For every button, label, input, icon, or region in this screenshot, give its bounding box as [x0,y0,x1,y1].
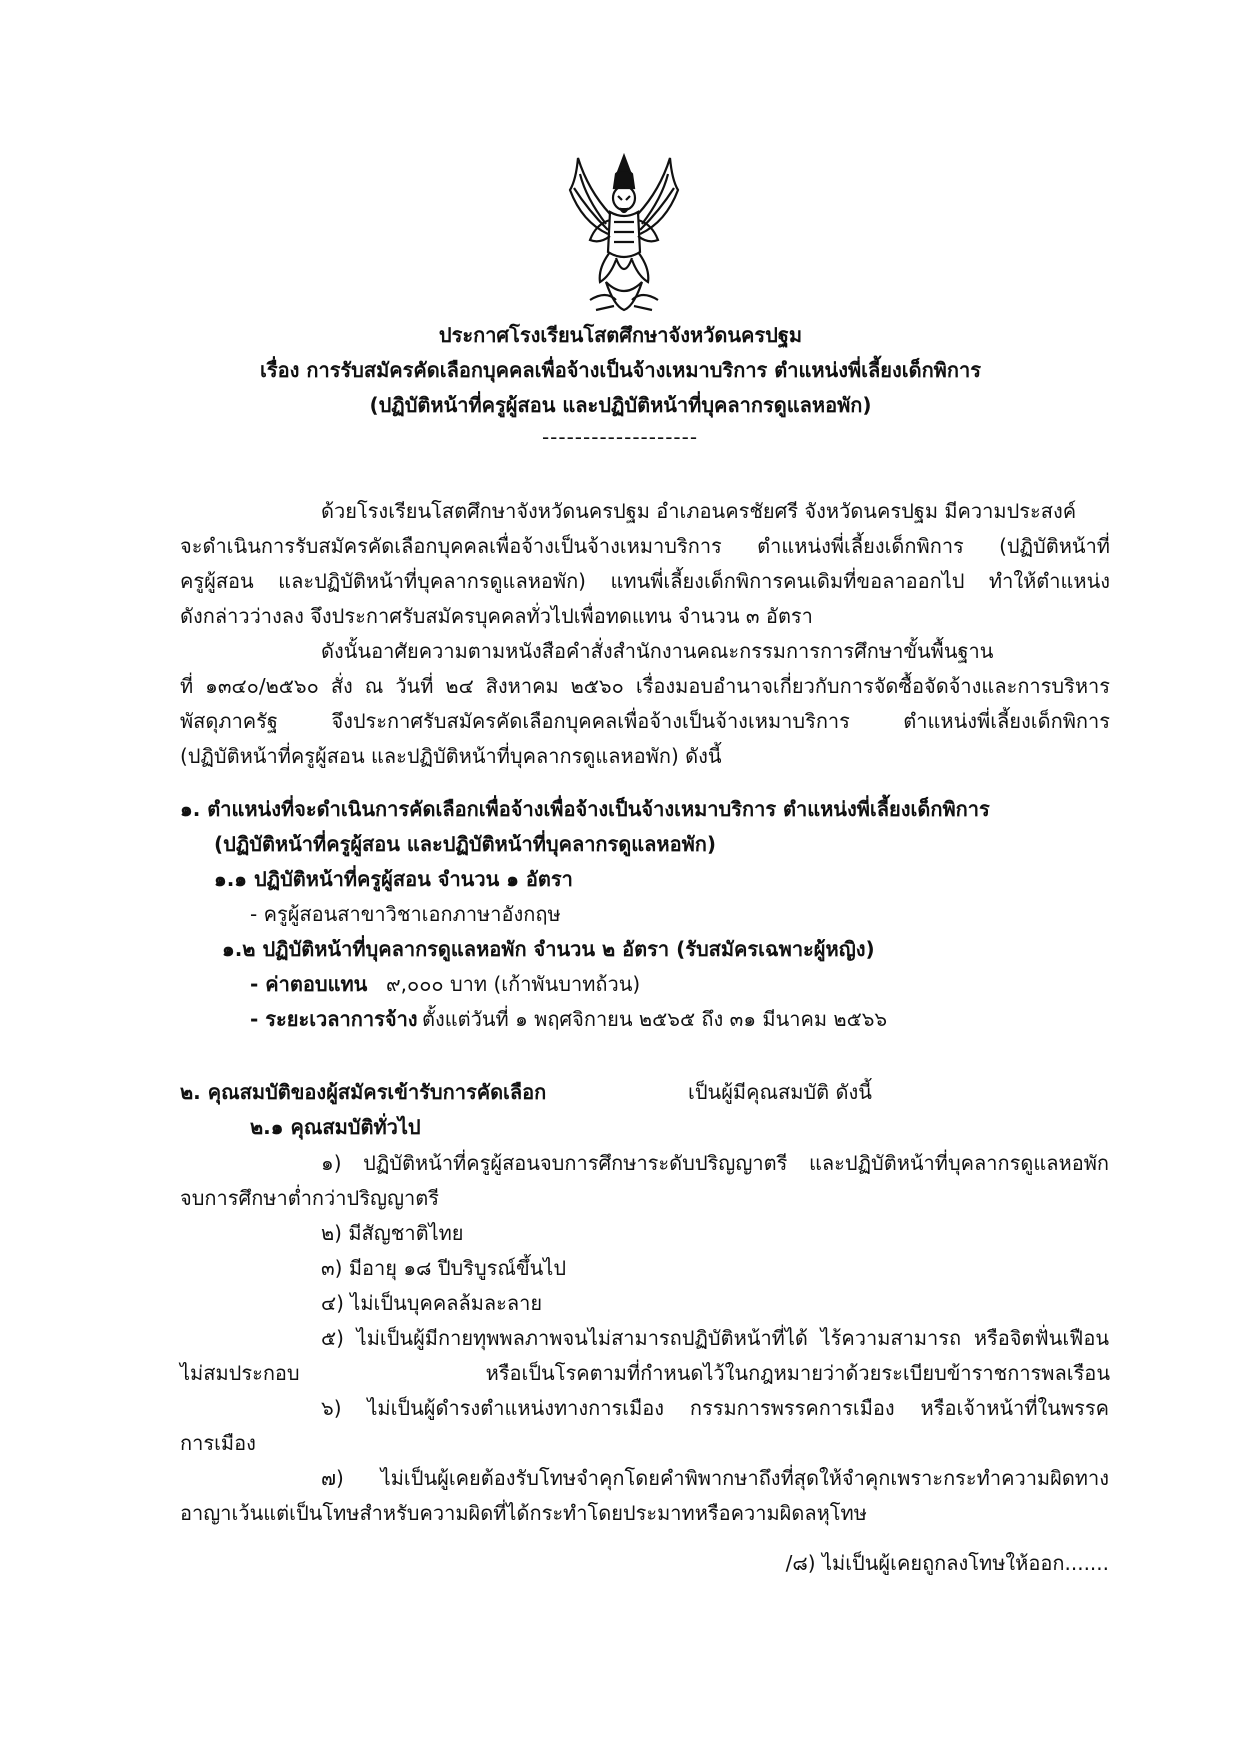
qualification-3: ๓) มีอายุ ๑๘ ปีบริบูรณ์ขึ้นไป [321,1256,567,1280]
continued-note: /๘) ไม่เป็นผู้เคยถูกลงโทษให้ออก....... [785,1551,1109,1575]
intro-p1-line4: ดังกล่าวว่างลง จึงประกาศรับสมัครบุคคลทั่วไปเพื่อทดแทน จำนวน ๓ อัตรา [180,604,813,628]
intro-p1-line2: จะดำเนินการรับสมัครคัดเลือกบุคคลเพื่อจ้างเป็นจ้างเหมาบริการ ตำแหน่งพี่เลี้ยงเด็กพิการ (ปฏิบัติหน้าที่ [180,534,1110,558]
period-label: - ระยะเวลาการจ้าง [250,1007,418,1031]
intro-p2-line3: พัสดุภาครัฐ จึงประกาศรับสมัครคัดเลือกบุคคลเพื่อจ้างเป็นจ้างเหมาบริการ ตำแหน่งพี่เลี้ยงเด็กพิการ [180,709,1110,733]
qualification-5: ๕) ไม่เป็นผู้มีกายทุพพลภาพจนไม่สามารถปฏิบัติหน้าที่ได้ ไร้ความสามารถ หรือจิตฟั่นเฟือน [321,1326,1109,1350]
section1-1-item: - ครูผู้สอนสาขาวิชาเอกภาษาอังกฤษ [250,902,561,926]
qualification-5-cont: ไม่สมประกอบ หรือเป็นโรคตามที่กำหนดไว้ในกฎหมายว่าด้วยระเบียบข้าราชการพลเรือน [180,1361,1110,1385]
qualification-7: ๗) ไม่เป็นผู้เคยต้องรับโทษจำคุกโดยคำพิพากษาถึงที่สุดให้จำคุกเพราะกระทำความผิดทาง [321,1466,1109,1490]
intro-p1-line3: ครูผู้สอน และปฏิบัติหน้าที่บุคลากรดูแลหอพัก) แทนพี่เลี้ยงเด็กพิการคนเดิมที่ขอลาออกไป ทำให้ตำแหน่ง [180,569,1110,593]
qualification-4: ๔) ไม่เป็นบุคคลล้มละลาย [321,1291,543,1315]
section1-heading-cont: (ปฏิบัติหน้าที่ครูผู้สอน และปฏิบัติหน้าที่บุคลากรดูแลหอพัก) [214,832,717,856]
section1-2-title: ๑.๒ ปฏิบัติหน้าที่บุคลากรดูแลหอพัก จำนวน ๒ อัตรา (รับสมัครเฉพาะผู้หญิง) [222,937,875,961]
qualification-6: ๖) ไม่เป็นผู้ดำรงตำแหน่งทางการเมือง กรรมการพรรคการเมือง หรือเจ้าหน้าที่ในพรรค [321,1396,1109,1420]
announcement-subject-cont: (ปฏิบัติหน้าที่ครูผู้สอน และปฏิบัติหน้าที่บุคลากรดูแลหอพัก) [369,393,872,417]
qualification-7-cont: อาญาเว้นแต่เป็นโทษสำหรับความผิดที่ได้กระทำโดยประมาทหรือความผิดลหุโทษ [180,1501,867,1525]
announcement-subject: เรื่อง การรับสมัครคัดเลือกบุคคลเพื่อจ้างเป็นจ้างเหมาบริการ ตำแหน่งพี่เลี้ยงเด็กพิการ [260,358,981,382]
section2-heading: ๒. คุณสมบัติของผู้สมัครเข้ารับการคัดเลือก [180,1080,547,1104]
intro-p2-line4: (ปฏิบัติหน้าที่ครูผู้สอน และปฏิบัติหน้าที่บุคลากรดูแลหอพัก) ดังนี้ [180,744,722,768]
pay-value: ๙,๐๐๐ บาท (เก้าพันบาทถ้วน) [386,972,641,996]
section2-1-title: ๒.๑ คุณสมบัติทั่วไป [250,1115,421,1139]
section1-1-title: ๑.๑ ปฏิบัติหน้าที่ครูผู้สอน จำนวน ๑ อัตรา [214,867,573,891]
section2-heading-rest: เป็นผู้มีคุณสมบัติ ดังนี้ [688,1080,872,1104]
qualification-1: ๑) ปฏิบัติหน้าที่ครูผู้สอนจบการศึกษาระดับปริญญาตรี และปฏิบัติหน้าที่บุคลากรดูแลหอพัก [321,1151,1109,1175]
announcement-title: ประกาศโรงเรียนโสตศึกษาจังหวัดนครปฐม [438,323,803,347]
qualification-6-cont: การเมือง [180,1431,256,1455]
intro-p2-line1: ดังนั้นอาศัยความตามหนังสือคำสั่งสำนักงานคณะกรรมการการศึกษาขั้นพื้นฐาน [321,639,994,663]
title-rule: ------------------- [541,425,699,449]
period-value: ตั้งแต่วันที่ ๑ พฤศจิกายน ๒๕๖๕ ถึง ๓๑ มีนาคม ๒๕๖๖ [422,1007,888,1031]
garuda-emblem-icon [560,150,688,320]
qualification-2: ๒) มีสัญชาติไทย [321,1221,464,1245]
qualification-1-cont: จบการศึกษาต่ำกว่าปริญญาตรี [180,1186,439,1210]
pay-label: - ค่าตอบแทน [250,972,368,996]
intro-p2-line2: ที่ ๑๓๔๐/๒๕๖๐ สั่ง ณ วันที่ ๒๔ สิงหาคม ๒๕๖๐ เรื่องมอบอำนาจเกี่ยวกับการจัดซื้อจัดจ้างและการบริหาร [180,674,1110,698]
section1-heading: ๑. ตำแหน่งที่จะดำเนินการคัดเลือกเพื่อจ้างเพื่อจ้างเป็นจ้างเหมาบริการ ตำแหน่งพี่เลี้ยงเด็กพิการ [180,797,990,821]
intro-p1-line1: ด้วยโรงเรียนโสตศึกษาจังหวัดนครปฐม อำเภอนครชัยศรี จังหวัดนครปฐม มีความประสงค์ [321,499,1077,523]
